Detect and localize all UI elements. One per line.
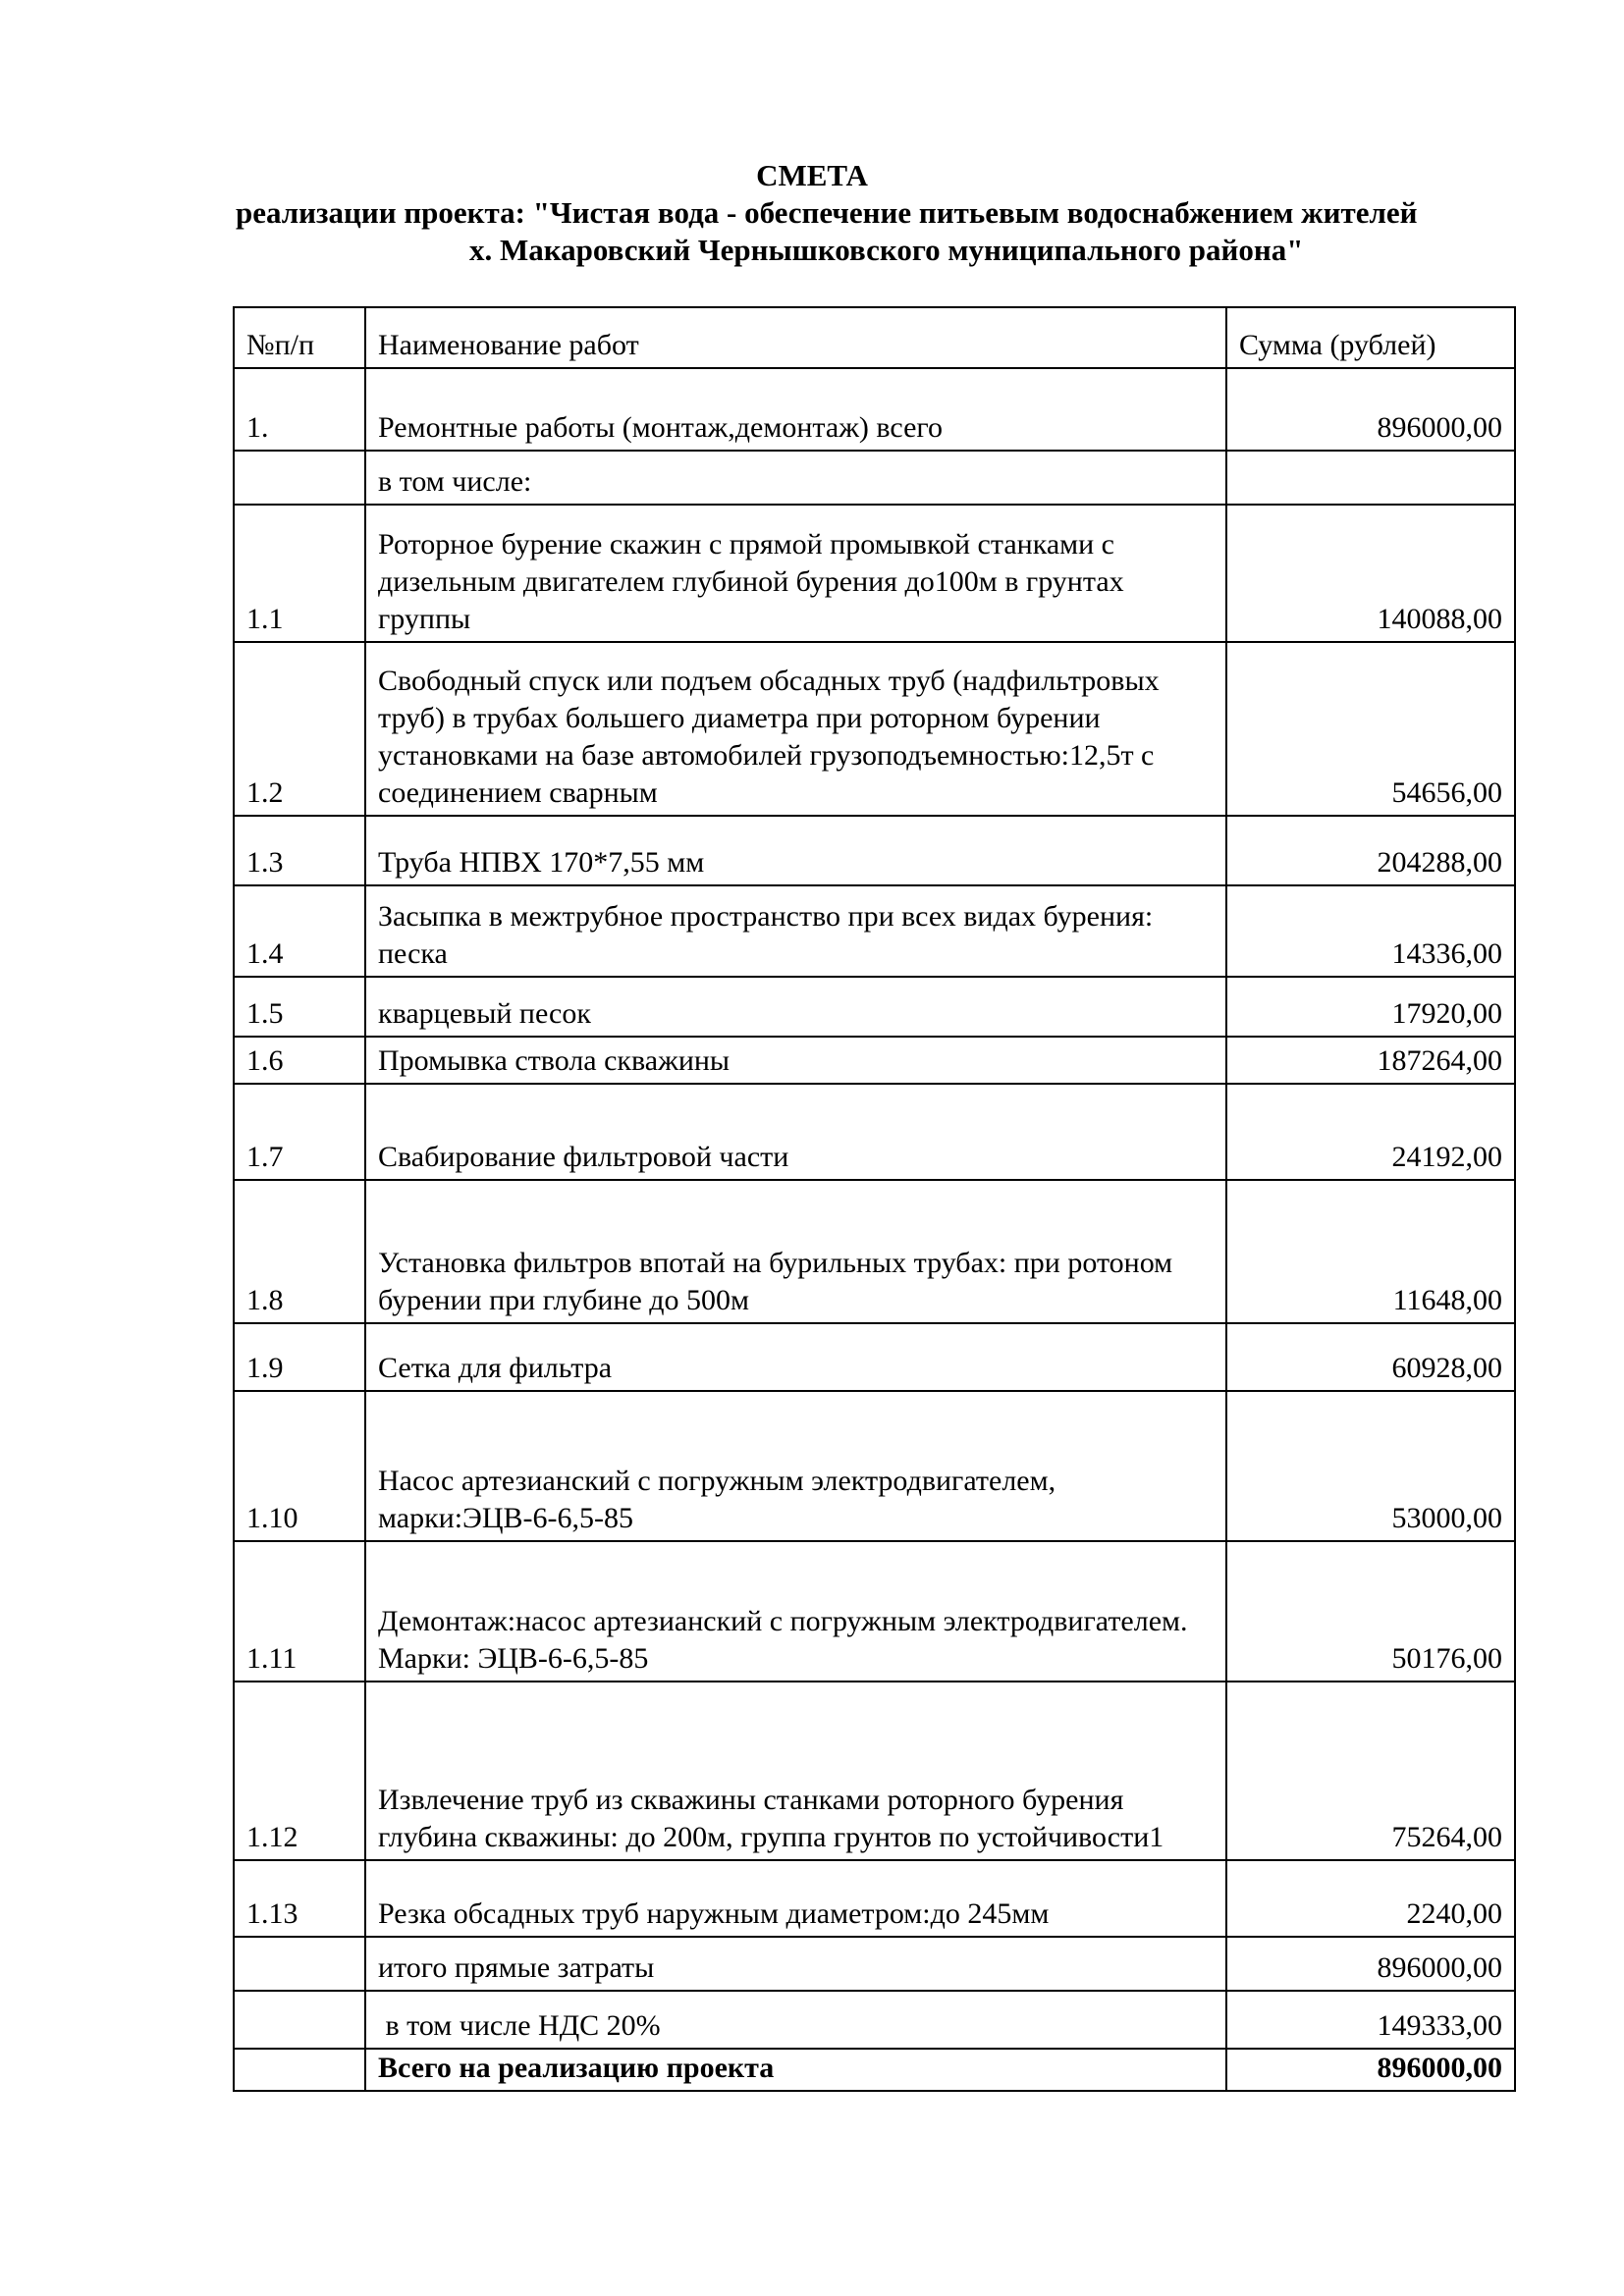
row-name: Свабирование фильтровой части <box>365 1084 1226 1180</box>
row-name: Засыпка в межтрубное пространство при всех видах бурения: песка <box>365 885 1226 977</box>
row-num: 1.5 <box>234 977 365 1037</box>
row-name: Промывка ствола скважины <box>365 1037 1226 1084</box>
table-row <box>234 505 1515 642</box>
row-name: Демонтаж:насос артезианский с погружным электродвигателем. Марки: ЭЦВ-6-6,5-85 <box>365 1541 1226 1682</box>
row-name: итого прямые затраты <box>365 1937 1226 1991</box>
column-header-sum: Сумма (рублей) <box>1226 307 1515 368</box>
row-sum: 204288,00 <box>1226 816 1515 885</box>
row-name: в том числе: <box>365 451 1226 505</box>
row-name: Труба НПВХ 170*7,55 мм <box>365 816 1226 885</box>
row-num: 1.4 <box>234 885 365 977</box>
row-name: кварцевый песок <box>365 977 1226 1037</box>
table-row <box>234 451 1515 505</box>
document-title: СМЕТА <box>756 158 868 192</box>
row-name: Резка обсадных труб наружным диаметром:до 245мм <box>365 1860 1226 1937</box>
row-num: 1.9 <box>234 1323 365 1391</box>
total-row <box>234 2049 1515 2091</box>
row-sum: 75264,00 <box>1226 1682 1515 1860</box>
total-sum: 896000,00 <box>1226 2049 1515 2091</box>
row-num: 1.13 <box>234 1860 365 1937</box>
project-name-line-1: реализации проекта: "Чистая вода - обеспечение питьевым водоснабжением жителей <box>236 195 1418 230</box>
row-num: 1.11 <box>234 1541 365 1682</box>
row-sum: 2240,00 <box>1226 1860 1515 1937</box>
row-sum <box>1226 451 1515 505</box>
row-name: Извлечение труб из скважины станками роторного бурения глубина скважины: до 200м, группа грунтов по устойчивости1 <box>365 1682 1226 1860</box>
row-name: Свободный спуск или подъем обсадных труб (надфильтровых труб) в трубах большего диаметра при роторном бурении установками на базе автомобилей грузоподъемностью:12,5т с соединением сварным <box>365 642 1226 816</box>
row-sum: 24192,00 <box>1226 1084 1515 1180</box>
row-sum: 17920,00 <box>1226 977 1515 1037</box>
row-num <box>234 451 365 505</box>
total-label: Всего на реализацию проекта <box>365 2049 1226 2091</box>
row-sum: 140088,00 <box>1226 505 1515 642</box>
row-sum: 149333,00 <box>1226 1991 1515 2049</box>
table-row <box>234 642 1515 816</box>
row-sum: 14336,00 <box>1226 885 1515 977</box>
row-sum: 53000,00 <box>1226 1391 1515 1541</box>
row-sum: 50176,00 <box>1226 1541 1515 1682</box>
row-num <box>234 1991 365 2049</box>
row-name: Роторное бурение скажин с прямой промывкой станками с дизельным двигателем глубиной бурения до100м в грунтах группы <box>365 505 1226 642</box>
table-row <box>234 1541 1515 1682</box>
row-name: в том числе НДС 20% <box>365 1991 1226 2049</box>
table-row <box>234 1860 1515 1937</box>
table-row <box>234 368 1515 451</box>
row-sum: 60928,00 <box>1226 1323 1515 1391</box>
column-header-name: Наименование работ <box>365 307 1226 368</box>
row-sum: 11648,00 <box>1226 1180 1515 1323</box>
table-row <box>234 1084 1515 1180</box>
row-name: Насос артезианский с погружным электродвигателем, марки:ЭЦВ-6-6,5-85 <box>365 1391 1226 1541</box>
row-num: 1.1 <box>234 505 365 642</box>
row-name: Сетка для фильтра <box>365 1323 1226 1391</box>
table-row <box>234 1937 1515 1991</box>
row-num: 1. <box>234 368 365 451</box>
table-row <box>234 1682 1515 1860</box>
table-row <box>234 1323 1515 1391</box>
row-num <box>234 1937 365 1991</box>
row-name: Ремонтные работы (монтаж,демонтаж) всего <box>365 368 1226 451</box>
row-name: Установка фильтров впотай на бурильных трубах: при ротоном бурении при глубине до 500м <box>365 1180 1226 1323</box>
row-num: 1.2 <box>234 642 365 816</box>
table-row <box>234 816 1515 885</box>
table-row <box>234 1180 1515 1323</box>
table-row <box>234 885 1515 977</box>
column-header-num: №п/п <box>234 307 365 368</box>
row-sum: 54656,00 <box>1226 642 1515 816</box>
row-num: 1.3 <box>234 816 365 885</box>
row-sum: 896000,00 <box>1226 368 1515 451</box>
estimate-table <box>233 306 1516 2092</box>
table-row <box>234 977 1515 1037</box>
row-sum: 187264,00 <box>1226 1037 1515 1084</box>
table-row <box>234 1991 1515 2049</box>
row-num: 1.7 <box>234 1084 365 1180</box>
row-num: 1.12 <box>234 1682 365 1860</box>
project-name-line-2: х. Макаровский Чернышковского муниципального района" <box>469 233 1304 267</box>
row-num: 1.6 <box>234 1037 365 1084</box>
total-num <box>234 2049 365 2091</box>
row-num: 1.8 <box>234 1180 365 1323</box>
row-num: 1.10 <box>234 1391 365 1541</box>
table-row <box>234 1037 1515 1084</box>
table-header-row <box>234 307 1515 368</box>
row-sum: 896000,00 <box>1226 1937 1515 1991</box>
table-row <box>234 1391 1515 1541</box>
